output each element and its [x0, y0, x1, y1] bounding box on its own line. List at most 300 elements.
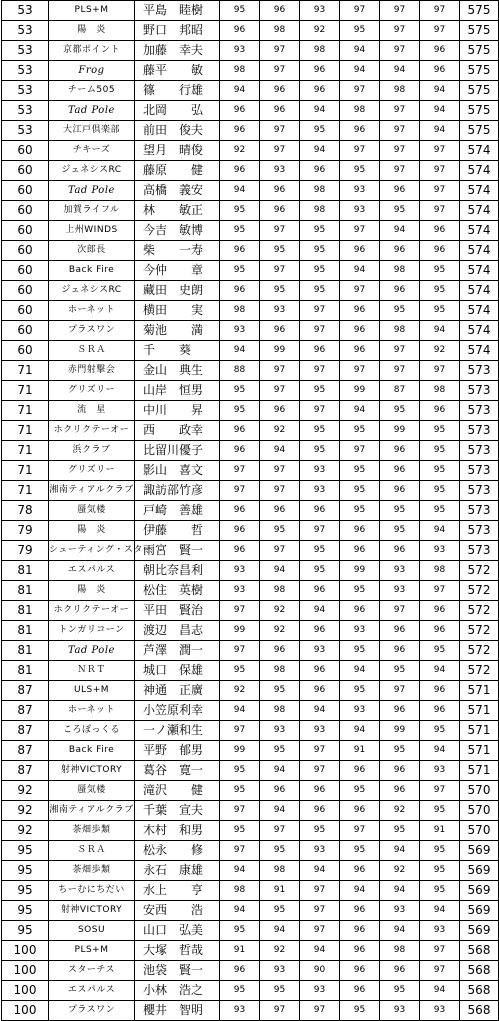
rank-cell: 79: [2, 521, 49, 541]
score-4-cell: 97: [340, 1, 380, 21]
score-4-cell: 95: [340, 461, 380, 481]
score-6-cell: 95: [420, 641, 460, 661]
score-3-cell: 95: [300, 541, 340, 561]
score-2-cell: 96: [260, 201, 300, 221]
club-cell: 茶畑歩類: [49, 821, 135, 841]
total-cell: 569: [460, 881, 499, 901]
name-cell: 木村 和男: [135, 821, 220, 841]
club-cell: 射神VICTORY: [49, 901, 135, 921]
score-4-cell: 95: [340, 681, 380, 701]
club-cell: エスパルス: [49, 561, 135, 581]
score-4-cell: 96: [340, 981, 380, 1001]
score-6-cell: 95: [420, 841, 460, 861]
score-5-cell: 95: [380, 741, 420, 761]
club-cell: ホーネット: [49, 701, 135, 721]
table-row: [2, 41, 499, 61]
score-2-cell: 97: [260, 121, 300, 141]
score-6-cell: 95: [420, 721, 460, 741]
score-3-cell: 97: [300, 921, 340, 941]
name-cell: 藤平 敏: [135, 61, 220, 81]
score-1-cell: 94: [220, 341, 260, 361]
club-cell: 茶畑歩類: [49, 861, 135, 881]
table-row: [2, 961, 499, 981]
total-cell: 574: [460, 161, 499, 181]
score-4-cell: 96: [340, 761, 380, 781]
name-cell: 小林 浩之: [135, 981, 220, 1001]
total-cell: 569: [460, 901, 499, 921]
score-5-cell: 93: [380, 1001, 420, 1021]
club-cell: 湘南ティアルクラブ: [49, 481, 135, 501]
table-row: [2, 221, 499, 241]
score-5-cell: 96: [380, 461, 420, 481]
score-4-cell: 96: [340, 601, 380, 621]
score-1-cell: 96: [220, 521, 260, 541]
total-cell: 572: [460, 601, 499, 621]
rank-cell: 92: [2, 821, 49, 841]
name-cell: 林 敏正: [135, 201, 220, 221]
name-cell: 松永 修: [135, 841, 220, 861]
score-6-cell: 95: [420, 441, 460, 461]
rank-cell: 81: [2, 601, 49, 621]
score-1-cell: 94: [220, 861, 260, 881]
score-2-cell: 98: [260, 661, 300, 681]
score-3-cell: 97: [300, 521, 340, 541]
score-3-cell: 96: [300, 661, 340, 681]
score-1-cell: 96: [220, 281, 260, 301]
rank-cell: 60: [2, 261, 49, 281]
table-row: [2, 561, 499, 581]
score-4-cell: 99: [340, 381, 380, 401]
name-cell: 中川 昇: [135, 401, 220, 421]
score-6-cell: 96: [420, 401, 460, 421]
club-cell: 加賀ライフル: [49, 201, 135, 221]
total-cell: 572: [460, 641, 499, 661]
score-1-cell: 94: [220, 701, 260, 721]
club-cell: ジェネシスRC: [49, 161, 135, 181]
rank-cell: 71: [2, 441, 49, 461]
score-5-cell: 97: [380, 121, 420, 141]
table-row: [2, 481, 499, 501]
score-5-cell: 95: [380, 401, 420, 421]
score-4-cell: 97: [340, 141, 380, 161]
score-6-cell: 91: [420, 821, 460, 841]
rank-cell: 60: [2, 281, 49, 301]
score-6-cell: 96: [420, 701, 460, 721]
table-row: [2, 121, 499, 141]
name-cell: 滝沢 健: [135, 781, 220, 801]
rank-cell: 60: [2, 341, 49, 361]
score-3-cell: 97: [300, 401, 340, 421]
score-4-cell: 96: [340, 541, 380, 561]
score-2-cell: 97: [260, 61, 300, 81]
club-cell: ＳＲＡ: [49, 341, 135, 361]
total-cell: 573: [460, 521, 499, 541]
table-row: [2, 881, 499, 901]
score-1-cell: 99: [220, 621, 260, 641]
club-cell: SOSU: [49, 921, 135, 941]
total-cell: 570: [460, 801, 499, 821]
score-1-cell: 96: [220, 121, 260, 141]
rank-cell: 87: [2, 761, 49, 781]
table-row: [2, 841, 499, 861]
table-row: [2, 181, 499, 201]
score-4-cell: 95: [340, 641, 380, 661]
score-3-cell: 93: [300, 641, 340, 661]
score-5-cell: 95: [380, 201, 420, 221]
score-5-cell: 96: [380, 781, 420, 801]
name-cell: 池袋 賢一: [135, 961, 220, 981]
score-4-cell: 94: [340, 881, 380, 901]
score-3-cell: 97: [300, 761, 340, 781]
rank-cell: 87: [2, 741, 49, 761]
club-cell: ちーむにちだい: [49, 881, 135, 901]
score-5-cell: 96: [380, 641, 420, 661]
score-3-cell: 96: [300, 621, 340, 641]
rank-cell: 71: [2, 481, 49, 501]
table-row: [2, 721, 499, 741]
score-4-cell: 96: [340, 941, 380, 961]
score-6-cell: 93: [420, 921, 460, 941]
score-4-cell: 98: [340, 101, 380, 121]
table-row: [2, 801, 499, 821]
score-3-cell: 97: [300, 361, 340, 381]
score-4-cell: 94: [340, 401, 380, 421]
score-5-cell: 96: [380, 241, 420, 261]
rank-cell: 53: [2, 41, 49, 61]
score-5-cell: 95: [380, 661, 420, 681]
score-1-cell: 98: [220, 61, 260, 81]
score-2-cell: 97: [260, 1001, 300, 1021]
score-4-cell: 96: [340, 341, 380, 361]
score-2-cell: 93: [260, 721, 300, 741]
score-5-cell: 95: [380, 521, 420, 541]
score-2-cell: 94: [260, 441, 300, 461]
score-5-cell: 97: [380, 21, 420, 41]
total-cell: 573: [460, 541, 499, 561]
score-3-cell: 98: [300, 201, 340, 221]
club-cell: 湘南ティアルクラブ: [49, 801, 135, 821]
score-2-cell: 96: [260, 321, 300, 341]
score-3-cell: 92: [300, 21, 340, 41]
score-2-cell: 94: [260, 801, 300, 821]
score-1-cell: 94: [220, 901, 260, 921]
score-6-cell: 95: [420, 421, 460, 441]
score-1-cell: 95: [220, 261, 260, 281]
score-1-cell: 95: [220, 221, 260, 241]
score-6-cell: 97: [420, 1, 460, 21]
score-3-cell: 95: [300, 281, 340, 301]
table-row: [2, 661, 499, 681]
total-cell: 568: [460, 941, 499, 961]
score-5-cell: 97: [380, 601, 420, 621]
score-2-cell: 92: [260, 601, 300, 621]
score-3-cell: 94: [300, 141, 340, 161]
score-2-cell: 95: [260, 281, 300, 301]
score-2-cell: 96: [260, 181, 300, 201]
score-3-cell: 94: [300, 941, 340, 961]
total-cell: 573: [460, 381, 499, 401]
score-3-cell: 96: [300, 681, 340, 701]
total-cell: 570: [460, 821, 499, 841]
table-row: [2, 621, 499, 641]
rank-cell: 79: [2, 541, 49, 561]
club-cell: ＮＲＴ: [49, 661, 135, 681]
club-cell: 上州WINDS: [49, 221, 135, 241]
club-cell: Tad Pole: [49, 101, 135, 121]
score-6-cell: 96: [420, 601, 460, 621]
name-cell: 小笠原利幸: [135, 701, 220, 721]
score-5-cell: 96: [380, 281, 420, 301]
name-cell: 大塚 哲哉: [135, 941, 220, 961]
score-5-cell: 93: [380, 561, 420, 581]
score-6-cell: 96: [420, 221, 460, 241]
score-4-cell: 94: [340, 721, 380, 741]
score-2-cell: 94: [260, 921, 300, 941]
score-2-cell: 91: [260, 881, 300, 901]
table-row: [2, 141, 499, 161]
score-4-cell: 95: [340, 1001, 380, 1021]
score-2-cell: 96: [260, 81, 300, 101]
name-cell: 城口 保雄: [135, 661, 220, 681]
rank-cell: 87: [2, 721, 49, 741]
score-3-cell: 93: [300, 461, 340, 481]
rank-cell: 60: [2, 221, 49, 241]
score-4-cell: 95: [340, 501, 380, 521]
table-row: [2, 301, 499, 321]
score-5-cell: 98: [380, 81, 420, 101]
score-5-cell: 93: [380, 581, 420, 601]
score-6-cell: 94: [420, 661, 460, 681]
rank-cell: 95: [2, 881, 49, 901]
table-row: [2, 741, 499, 761]
score-4-cell: 94: [340, 261, 380, 281]
total-cell: 571: [460, 761, 499, 781]
score-4-cell: 93: [340, 181, 380, 201]
score-1-cell: 96: [220, 161, 260, 181]
score-3-cell: 96: [300, 581, 340, 601]
table-row: [2, 761, 499, 781]
score-3-cell: 95: [300, 441, 340, 461]
table-row: [2, 101, 499, 121]
total-cell: 575: [460, 41, 499, 61]
name-cell: 篠 行雄: [135, 81, 220, 101]
score-6-cell: 95: [420, 481, 460, 501]
table-row: [2, 281, 499, 301]
score-6-cell: 97: [420, 581, 460, 601]
score-6-cell: 95: [420, 501, 460, 521]
score-6-cell: 97: [420, 361, 460, 381]
table-row: [2, 701, 499, 721]
score-5-cell: 96: [380, 961, 420, 981]
table-row: [2, 521, 499, 541]
score-2-cell: 95: [260, 841, 300, 861]
score-6-cell: 94: [420, 901, 460, 921]
table-row: [2, 61, 499, 81]
name-cell: 朝比奈昌利: [135, 561, 220, 581]
score-6-cell: 98: [420, 561, 460, 581]
name-cell: 水上 亨: [135, 881, 220, 901]
score-1-cell: 88: [220, 361, 260, 381]
rank-cell: 100: [2, 961, 49, 981]
table-row: [2, 241, 499, 261]
score-3-cell: 94: [300, 101, 340, 121]
score-3-cell: 94: [300, 701, 340, 721]
score-4-cell: 97: [340, 441, 380, 461]
name-cell: 藏田 史朗: [135, 281, 220, 301]
table-row: [2, 821, 499, 841]
rank-cell: 81: [2, 581, 49, 601]
score-6-cell: 94: [420, 121, 460, 141]
club-cell: エスパルス: [49, 981, 135, 1001]
name-cell: 山口 弘美: [135, 921, 220, 941]
name-cell: 戸崎 善雄: [135, 501, 220, 521]
score-6-cell: 97: [420, 161, 460, 181]
total-cell: 574: [460, 221, 499, 241]
total-cell: 571: [460, 721, 499, 741]
rank-cell: 100: [2, 941, 49, 961]
score-4-cell: 95: [340, 421, 380, 441]
score-6-cell: 97: [420, 181, 460, 201]
score-1-cell: 95: [220, 981, 260, 1001]
score-5-cell: 96: [380, 701, 420, 721]
score-3-cell: 94: [300, 861, 340, 881]
total-cell: 572: [460, 661, 499, 681]
score-2-cell: 92: [260, 941, 300, 961]
total-cell: 572: [460, 621, 499, 641]
score-3-cell: 90: [300, 961, 340, 981]
rank-cell: 95: [2, 921, 49, 941]
score-4-cell: 97: [340, 221, 380, 241]
name-cell: 前田 俊夫: [135, 121, 220, 141]
score-4-cell: 95: [340, 21, 380, 41]
table-row: [2, 921, 499, 941]
total-cell: 574: [460, 141, 499, 161]
score-5-cell: 98: [380, 261, 420, 281]
score-5-cell: 97: [380, 361, 420, 381]
total-cell: 572: [460, 561, 499, 581]
score-6-cell: 94: [420, 741, 460, 761]
rank-cell: 60: [2, 161, 49, 181]
score-3-cell: 93: [300, 481, 340, 501]
score-6-cell: 93: [420, 541, 460, 561]
score-1-cell: 95: [220, 761, 260, 781]
results-table: [1, 0, 499, 1021]
score-5-cell: 97: [380, 1, 420, 21]
score-2-cell: 93: [260, 301, 300, 321]
score-4-cell: 93: [340, 701, 380, 721]
score-5-cell: 99: [380, 721, 420, 741]
score-1-cell: 96: [220, 241, 260, 261]
score-3-cell: 95: [300, 561, 340, 581]
table-row: [2, 601, 499, 621]
score-3-cell: 93: [300, 981, 340, 1001]
total-cell: 569: [460, 861, 499, 881]
club-cell: 蜃気楼: [49, 501, 135, 521]
score-4-cell: 96: [340, 861, 380, 881]
score-4-cell: 96: [340, 121, 380, 141]
total-cell: 568: [460, 981, 499, 1001]
score-6-cell: 93: [420, 761, 460, 781]
total-cell: 573: [460, 481, 499, 501]
score-5-cell: 92: [380, 861, 420, 881]
score-6-cell: 94: [420, 101, 460, 121]
name-cell: 高橋 義安: [135, 181, 220, 201]
score-5-cell: 98: [380, 941, 420, 961]
rank-cell: 53: [2, 81, 49, 101]
score-1-cell: 97: [220, 601, 260, 621]
results-table-body: [2, 1, 499, 1021]
club-cell: グリズリー: [49, 461, 135, 481]
rank-cell: 60: [2, 241, 49, 261]
rank-cell: 53: [2, 121, 49, 141]
score-5-cell: 94: [380, 61, 420, 81]
score-5-cell: 94: [380, 881, 420, 901]
name-cell: 加藤 幸夫: [135, 41, 220, 61]
club-cell: 陽 炎: [49, 581, 135, 601]
score-5-cell: 97: [380, 681, 420, 701]
score-1-cell: 96: [220, 21, 260, 41]
table-row: [2, 441, 499, 461]
rank-cell: 60: [2, 321, 49, 341]
score-2-cell: 95: [260, 521, 300, 541]
score-4-cell: 96: [340, 961, 380, 981]
table-row: [2, 641, 499, 661]
score-1-cell: 97: [220, 801, 260, 821]
score-1-cell: 98: [220, 301, 260, 321]
score-4-cell: 97: [340, 821, 380, 841]
score-1-cell: 95: [220, 401, 260, 421]
rank-cell: 60: [2, 301, 49, 321]
table-row: [2, 161, 499, 181]
name-cell: 平島 睦樹: [135, 1, 220, 21]
score-1-cell: 93: [220, 561, 260, 581]
club-cell: 次郎長: [49, 241, 135, 261]
score-5-cell: 94: [380, 841, 420, 861]
score-2-cell: 92: [260, 621, 300, 641]
total-cell: 574: [460, 301, 499, 321]
score-5-cell: 98: [380, 321, 420, 341]
score-5-cell: 97: [380, 341, 420, 361]
score-2-cell: 99: [260, 341, 300, 361]
name-cell: 葛谷 寛一: [135, 761, 220, 781]
score-2-cell: 96: [260, 401, 300, 421]
score-1-cell: 97: [220, 841, 260, 861]
name-cell: 諏訪部竹彦: [135, 481, 220, 501]
score-5-cell: 96: [380, 541, 420, 561]
score-4-cell: 95: [340, 781, 380, 801]
rank-cell: 81: [2, 641, 49, 661]
score-5-cell: 87: [380, 381, 420, 401]
score-6-cell: 97: [420, 781, 460, 801]
score-3-cell: 93: [300, 841, 340, 861]
club-cell: ころぽっくる: [49, 721, 135, 741]
score-3-cell: 97: [300, 741, 340, 761]
score-5-cell: 96: [380, 441, 420, 461]
score-5-cell: 97: [380, 101, 420, 121]
score-1-cell: 96: [220, 101, 260, 121]
score-6-cell: 94: [420, 81, 460, 101]
club-cell: プラスワン: [49, 1001, 135, 1021]
score-1-cell: 96: [220, 441, 260, 461]
score-2-cell: 96: [260, 101, 300, 121]
score-6-cell: 95: [420, 861, 460, 881]
club-cell: Back Fire: [49, 261, 135, 281]
score-1-cell: 96: [220, 421, 260, 441]
score-5-cell: 96: [380, 481, 420, 501]
rank-cell: 71: [2, 461, 49, 481]
score-3-cell: 96: [300, 781, 340, 801]
score-3-cell: 95: [300, 241, 340, 261]
